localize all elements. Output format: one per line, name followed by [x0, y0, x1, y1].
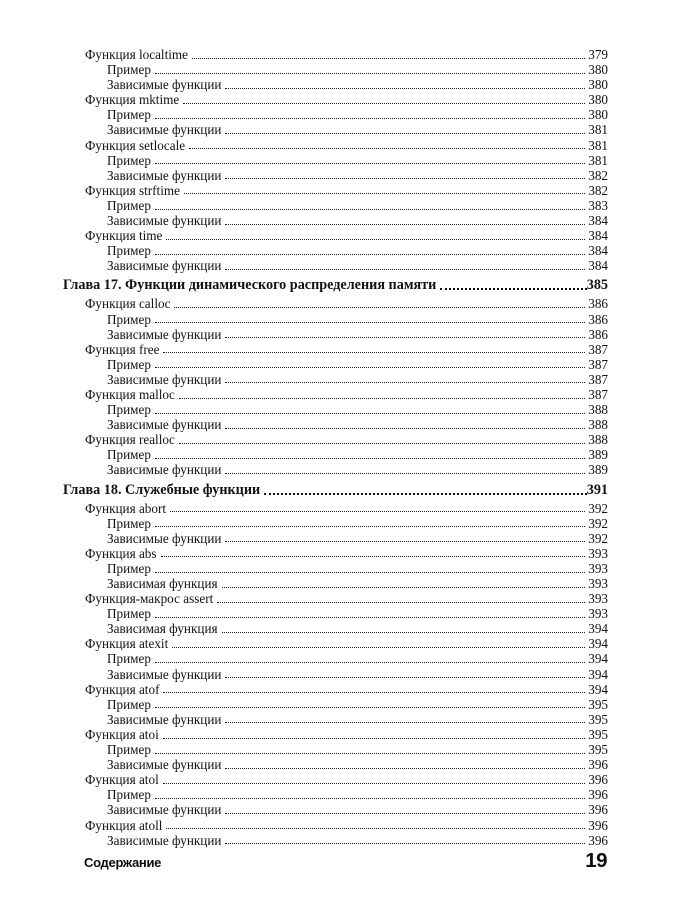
- dot-leader: [163, 783, 585, 784]
- toc-entry-row: [63, 432, 608, 447]
- toc-entry-label: Пример: [107, 787, 151, 803]
- toc-entry-label: Пример: [107, 197, 151, 213]
- toc-entry-page: 396: [588, 757, 608, 773]
- dot-leader: [225, 88, 585, 89]
- toc-entry-row: [63, 342, 608, 357]
- toc-entry-page: 387: [588, 341, 608, 357]
- toc-entry-row: [63, 802, 608, 817]
- toc-entry-row: [63, 417, 608, 432]
- toc-entry-label: Функция atoll: [85, 817, 163, 833]
- toc-entry-row: [63, 77, 608, 92]
- dot-leader: [155, 367, 585, 368]
- toc-chapter-title: Глава 17. Функции динамического распределения памяти: [63, 277, 437, 294]
- toc-entry-page: 391: [586, 481, 608, 498]
- toc-entry-row: [63, 651, 608, 666]
- toc-entry-page: 392: [588, 515, 608, 531]
- toc-entry-page: 394: [588, 621, 608, 637]
- toc-entry-label: Функция setlocale: [85, 137, 186, 153]
- toc-entry-row: [63, 312, 608, 327]
- dot-leader: [225, 722, 585, 723]
- toc-entry-row: [63, 606, 608, 621]
- toc-entry-row: [63, 818, 608, 833]
- dot-leader: [155, 118, 585, 119]
- toc-entry-label: Функция calloc: [85, 296, 171, 312]
- toc-entry-row: [63, 296, 608, 311]
- dot-leader: [155, 526, 585, 527]
- toc-entry-row: [63, 357, 608, 372]
- toc-entry-label: Функция free: [85, 341, 160, 357]
- toc-entry-label: Зависимые функции: [107, 757, 222, 773]
- dot-leader: [155, 322, 585, 323]
- toc-entry-label: Функция atol: [85, 772, 159, 788]
- toc-list: [63, 47, 608, 848]
- toc-entry-page: 395: [588, 742, 608, 758]
- toc-entry-label: Функция realloc: [85, 432, 175, 448]
- toc-entry-label: Пример: [107, 243, 151, 259]
- toc-entry-page: 392: [588, 530, 608, 546]
- toc-entry-page: 393: [588, 545, 608, 561]
- toc-entry-label: Зависимые функции: [107, 832, 222, 848]
- toc-entry-row: [63, 62, 608, 77]
- toc-entry-label: Пример: [107, 62, 151, 78]
- dot-leader: [225, 133, 585, 134]
- toc-entry-page: 388: [588, 402, 608, 418]
- toc-entry-row: [63, 772, 608, 787]
- toc-entry-row: [63, 92, 608, 107]
- toc-chapter-row: [63, 482, 608, 498]
- toc-entry-page: 394: [588, 636, 608, 652]
- footer-section-label: Содержание: [84, 855, 162, 870]
- toc-entry-label: Функция strftime: [85, 182, 180, 198]
- dot-leader: [225, 428, 585, 429]
- dot-leader: [225, 541, 585, 542]
- toc-entry-page: 389: [588, 462, 608, 478]
- dot-leader: [225, 677, 585, 678]
- dot-leader: [155, 254, 585, 255]
- toc-entry-label: Пример: [107, 651, 151, 667]
- toc-entry-label: Функция atexit: [85, 636, 169, 652]
- toc-entry-label: Функция time: [85, 228, 163, 244]
- toc-entry-label: Пример: [107, 515, 151, 531]
- toc-entry-row: [63, 462, 608, 477]
- dot-leader: [225, 382, 585, 383]
- dot-leader: [166, 828, 585, 829]
- dot-leader: [155, 458, 585, 459]
- toc-entry-label: Зависимые функции: [107, 213, 222, 229]
- toc-entry-page: 396: [588, 787, 608, 803]
- toc-entry-page: 387: [588, 371, 608, 387]
- toc-entry-label: Зависимые функции: [107, 711, 222, 727]
- toc-entry-page: 396: [588, 772, 608, 788]
- dot-leader: [225, 224, 585, 225]
- toc-entry-label: Пример: [107, 606, 151, 622]
- dot-leader: [155, 617, 585, 618]
- toc-entry-page: 381: [588, 152, 608, 168]
- toc-entry-label: Зависимые функции: [107, 802, 222, 818]
- toc-entry-label: Зависимые функции: [107, 77, 222, 93]
- toc-entry-row: [63, 531, 608, 546]
- toc-entry-row: [63, 682, 608, 697]
- toc-entry-page: 379: [588, 47, 608, 62]
- toc-entry-label: Зависимая функция: [107, 576, 218, 591]
- toc-entry-row: [63, 243, 608, 258]
- toc-entry-row: [63, 47, 608, 62]
- toc-entry-row: [63, 787, 608, 802]
- toc-entry-page: 396: [588, 817, 608, 833]
- dot-leader: [184, 193, 585, 194]
- toc-entry-row: [63, 546, 608, 561]
- dot-leader: [174, 307, 585, 308]
- dot-leader: [155, 209, 585, 210]
- toc-entry-page: 380: [588, 77, 608, 93]
- toc-entry-page: 386: [588, 326, 608, 342]
- toc-entry-page: 385: [586, 277, 608, 294]
- toc-entry-row: [63, 516, 608, 531]
- dot-leader: [192, 58, 585, 59]
- dot-leader: [225, 178, 585, 179]
- toc-entry-label: Пример: [107, 311, 151, 327]
- dot-leader: [225, 473, 585, 474]
- toc-entry-row: [63, 447, 608, 462]
- dot-leader: [155, 753, 585, 754]
- toc-entry-page: 393: [588, 591, 608, 607]
- toc-entry-row: [63, 168, 608, 183]
- toc-entry-label: Функция mktime: [85, 92, 180, 108]
- toc-entry-label: Функция malloc: [85, 386, 175, 402]
- dot-leader: [155, 73, 585, 74]
- toc-entry-label: Функция abs: [85, 545, 157, 561]
- toc-entry-row: [63, 757, 608, 772]
- toc-entry-page: 384: [588, 213, 608, 229]
- toc-entry-row: [63, 153, 608, 168]
- dot-leader: [225, 813, 585, 814]
- dot-leader: [222, 632, 586, 633]
- dot-leader: [264, 493, 587, 495]
- toc-entry-page: 381: [588, 122, 608, 138]
- toc-entry-label: Функция abort: [85, 500, 167, 516]
- toc-entry-page: 394: [588, 651, 608, 667]
- dot-leader: [225, 768, 585, 769]
- page-footer: [84, 849, 607, 873]
- toc-entry-row: [63, 621, 608, 636]
- toc-entry-label: Зависимые функции: [107, 417, 222, 433]
- toc-entry-label: Зависимая функция: [107, 621, 218, 637]
- toc-entry-page: 389: [588, 447, 608, 463]
- toc-entry-page: 380: [588, 107, 608, 123]
- toc-chapter-title: Глава 18. Служебные функции: [63, 481, 261, 498]
- toc-entry-row: [63, 561, 608, 576]
- toc-entry-label: Пример: [107, 447, 151, 463]
- toc-entry-row: [63, 667, 608, 682]
- dot-leader: [179, 443, 585, 444]
- toc-chapter-row: [63, 277, 608, 293]
- toc-entry-page: 386: [588, 311, 608, 327]
- toc-entry-row: [63, 591, 608, 606]
- toc-entry-label: Зависимые функции: [107, 326, 222, 342]
- toc-entry-row: [63, 327, 608, 342]
- toc-entry-label: Пример: [107, 696, 151, 712]
- toc-entry-page: 383: [588, 197, 608, 213]
- dot-leader: [163, 352, 585, 353]
- toc-entry-page: 380: [588, 62, 608, 78]
- dot-leader: [440, 288, 586, 290]
- toc-entry-page: 384: [588, 243, 608, 259]
- toc-entry-page: 393: [588, 560, 608, 576]
- dot-leader: [155, 798, 585, 799]
- dot-leader: [222, 587, 586, 588]
- toc-entry-page: 381: [588, 137, 608, 153]
- dot-leader: [163, 738, 585, 739]
- toc-entry-row: [63, 387, 608, 402]
- toc-entry-row: [63, 107, 608, 122]
- toc-entry-label: Зависимые функции: [107, 122, 222, 138]
- toc-entry-row: [63, 138, 608, 153]
- toc-entry-row: [63, 576, 608, 591]
- toc-entry-label: Функция atof: [85, 681, 160, 697]
- toc-entry-page: 387: [588, 386, 608, 402]
- toc-entry-page: 396: [588, 802, 608, 818]
- toc-entry-label: Зависимые функции: [107, 530, 222, 546]
- toc-entry-page: 380: [588, 92, 608, 108]
- dot-leader: [155, 413, 585, 414]
- dot-leader: [166, 239, 585, 240]
- toc-entry-label: Пример: [107, 560, 151, 576]
- toc-entry-page: 395: [588, 711, 608, 727]
- toc-entry-row: [63, 833, 608, 848]
- toc-entry-page: 393: [588, 576, 608, 591]
- toc-entry-page: 382: [588, 167, 608, 183]
- dot-leader: [183, 103, 585, 104]
- toc-entry-row: [63, 712, 608, 727]
- dot-leader: [225, 337, 585, 338]
- toc-entry-label: Пример: [107, 107, 151, 123]
- dot-leader: [161, 556, 586, 557]
- toc-entry-label: Зависимые функции: [107, 666, 222, 682]
- toc-entry-label: Функция-макрос assert: [85, 591, 214, 607]
- dot-leader: [155, 662, 585, 663]
- toc-entry-row: [63, 697, 608, 712]
- toc-entry-page: 388: [588, 432, 608, 448]
- toc-entry-page: 392: [588, 500, 608, 516]
- toc-entry-label: Функция localtime: [85, 47, 189, 62]
- toc-entry-page: 396: [588, 832, 608, 848]
- toc-entry-row: [63, 122, 608, 137]
- toc-entry-row: [63, 258, 608, 273]
- dot-leader: [189, 148, 585, 149]
- toc-entry-label: Пример: [107, 402, 151, 418]
- toc-entry-label: Функция atoi: [85, 726, 159, 742]
- toc-entry-page: 393: [588, 606, 608, 622]
- toc-entry-row: [63, 198, 608, 213]
- dot-leader: [155, 572, 585, 573]
- toc-entry-label: Пример: [107, 356, 151, 372]
- page-number: 19: [585, 849, 607, 872]
- dot-leader: [225, 269, 585, 270]
- toc-entry-page: 388: [588, 417, 608, 433]
- toc-entry-row: [63, 402, 608, 417]
- toc-entry-page: 395: [588, 696, 608, 712]
- toc-entry-row: [63, 213, 608, 228]
- toc-entry-row: [63, 372, 608, 387]
- toc-entry-page: 384: [588, 258, 608, 274]
- toc-entry-page: 387: [588, 356, 608, 372]
- dot-leader: [170, 511, 585, 512]
- dot-leader: [163, 692, 585, 693]
- toc-entry-label: Зависимые функции: [107, 371, 222, 387]
- dot-leader: [217, 602, 585, 603]
- toc-entry-row: [63, 742, 608, 757]
- dot-leader: [179, 398, 585, 399]
- toc-entry-row: [63, 727, 608, 742]
- toc-entry-page: 386: [588, 296, 608, 312]
- toc-entry-label: Зависимые функции: [107, 462, 222, 478]
- toc-entry-page: 394: [588, 666, 608, 682]
- toc-entry-row: [63, 183, 608, 198]
- toc-entry-label: Зависимые функции: [107, 258, 222, 274]
- dot-leader: [225, 843, 585, 844]
- toc-entry-label: Зависимые функции: [107, 167, 222, 183]
- toc-entry-row: [63, 636, 608, 651]
- toc-entry-page: 384: [588, 228, 608, 244]
- toc-entry-page: 395: [588, 726, 608, 742]
- dot-leader: [155, 163, 585, 164]
- dot-leader: [172, 647, 585, 648]
- dot-leader: [155, 707, 585, 708]
- toc-entry-page: 394: [588, 681, 608, 697]
- toc-entry-label: Пример: [107, 742, 151, 758]
- toc-entry-row: [63, 501, 608, 516]
- toc-entry-row: [63, 228, 608, 243]
- toc-entry-label: Пример: [107, 152, 151, 168]
- toc-entry-page: 382: [588, 182, 608, 198]
